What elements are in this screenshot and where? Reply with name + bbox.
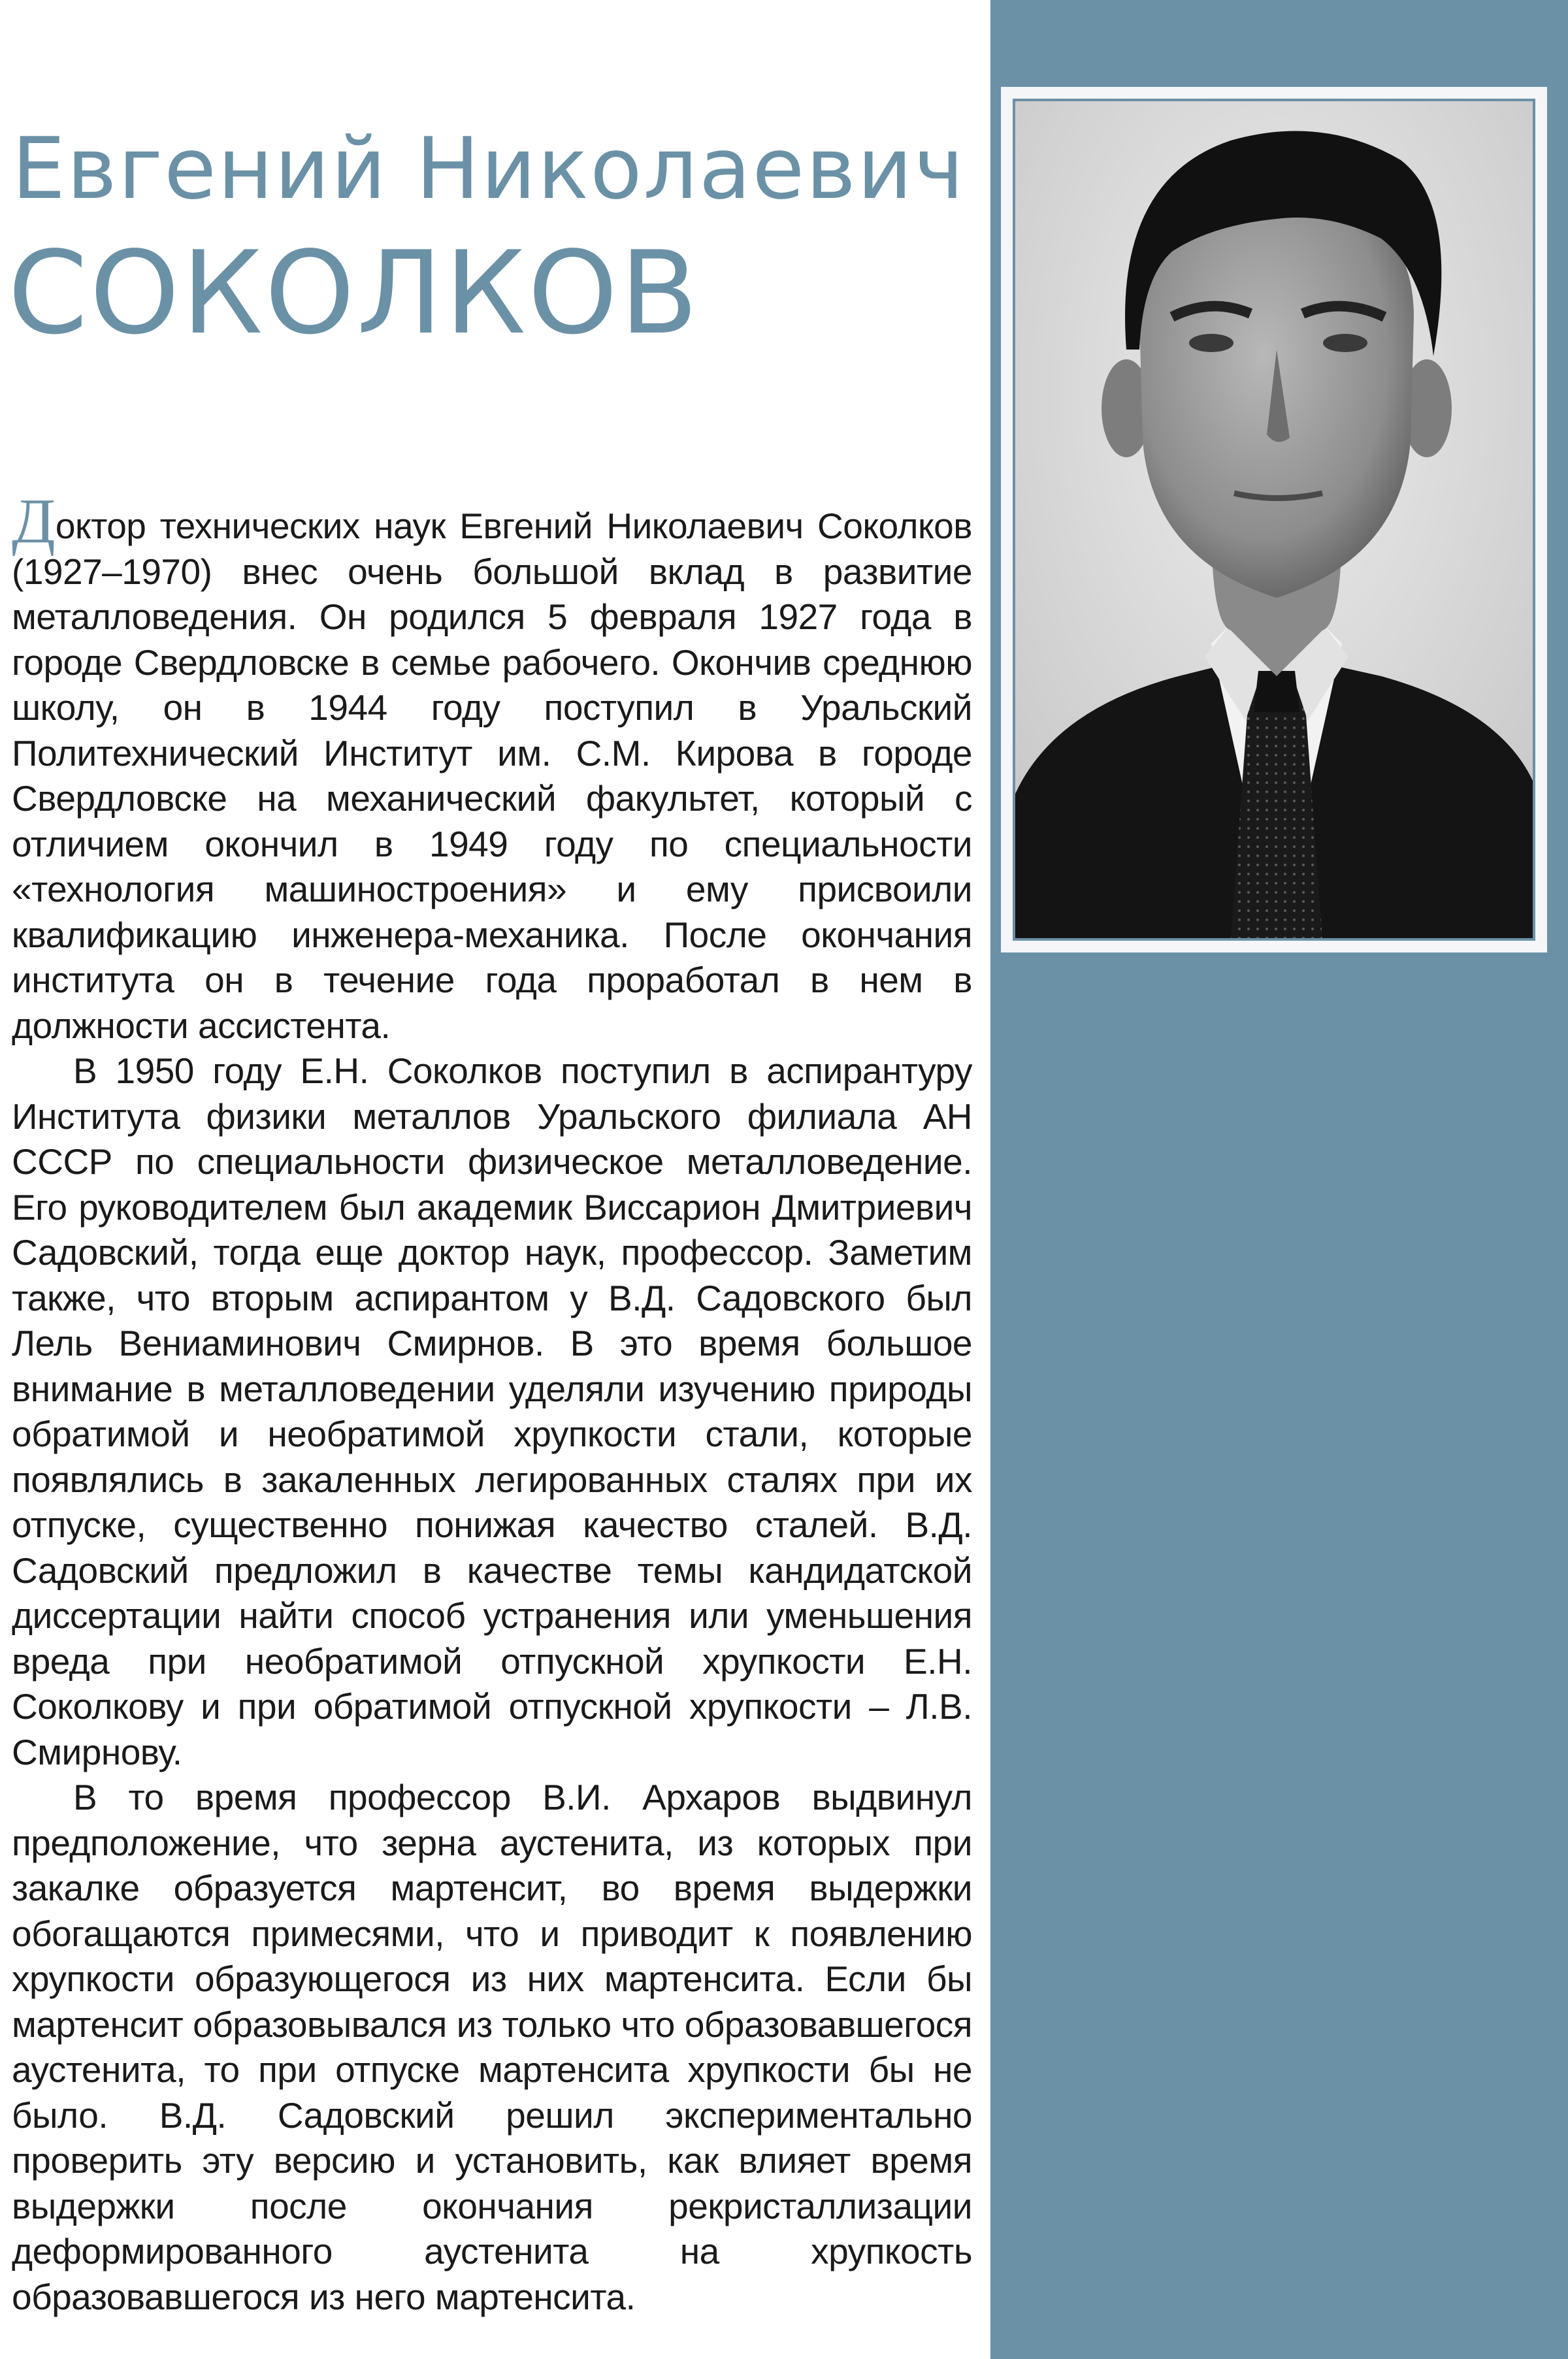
- portrait-frame: [1001, 87, 1547, 952]
- article-body: [12, 486, 972, 2320]
- drop-cap: Д: [12, 486, 56, 557]
- paragraph-1: [12, 486, 972, 1049]
- portrait-illustration: [1015, 101, 1533, 938]
- person-given-names: Евгений Николаевич: [12, 119, 966, 218]
- paragraph-1-text: октор технических наук Евгений Николаевич Соколков (1927–1970) внес очень большой вклад в развитие металловедения. Он родился 5 февраля 1927 года в городе Свердловске в семье рабочего. Окончив среднюю школу, он в 1944 году поступил в Уральский Политехнический Институт им. С.М. Кирова в городе Свердловске на механический факультет, который с отличием окончил в 1949 году по специальности «технология машиностроения» и ему присвоили квалификацию инженера-механика. После окончания института он в течение года проработал в нем в должности ассистента.: [12, 506, 972, 1046]
- person-surname: СОКОЛКОВ: [8, 227, 700, 360]
- paragraph-2: В 1950 году Е.Н. Соколков поступил в аспирантуру Института физики металлов Уральского филиала АН СССР по специальности физическое металловедение. Его руководителем был академик Виссарион Дмитриевич Садовский, тогда еще доктор наук, профессор. Заметим также, что вторым аспирантом у В.Д. Садовского был Лель Вениаминович Смирнов. В это время большое внимание в металловедении уделяли изучению природы обратимой и необратимой хрупкости стали, которые появлялись в закаленных легированных сталях при их отпуске, существенно понижая качество сталей. В.Д. Садовский предложил в качестве темы кандидатской диссертации найти способ устранения или уменьшения вреда при необратимой отпускной хрупкости Е.Н. Соколкову и при обратимой отпускной хрупкости – Л.В. Смирнову.: [12, 1050, 972, 1772]
- portrait-photo: [1013, 99, 1535, 941]
- paragraph-3: В то время профессор В.И. Архаров выдвинул предположение, что зерна аустенита, из которых при закалке образуется мартенсит, во время выдержки обогащаются примесями, что и приводит к появлению хрупкости образующегося из них мартенсита. Если бы мартенсит образовывался из только что образовавшегося аустенита, то при отпуске мартенсита хрупкости бы не было. В.Д. Садовский решил экспериментально проверить эту версию и установить, как влияет время выдержки после окончания рекристаллизации деформированного аустенита на хрупкость образовавшегося из него мартенсита.: [12, 1777, 972, 2317]
